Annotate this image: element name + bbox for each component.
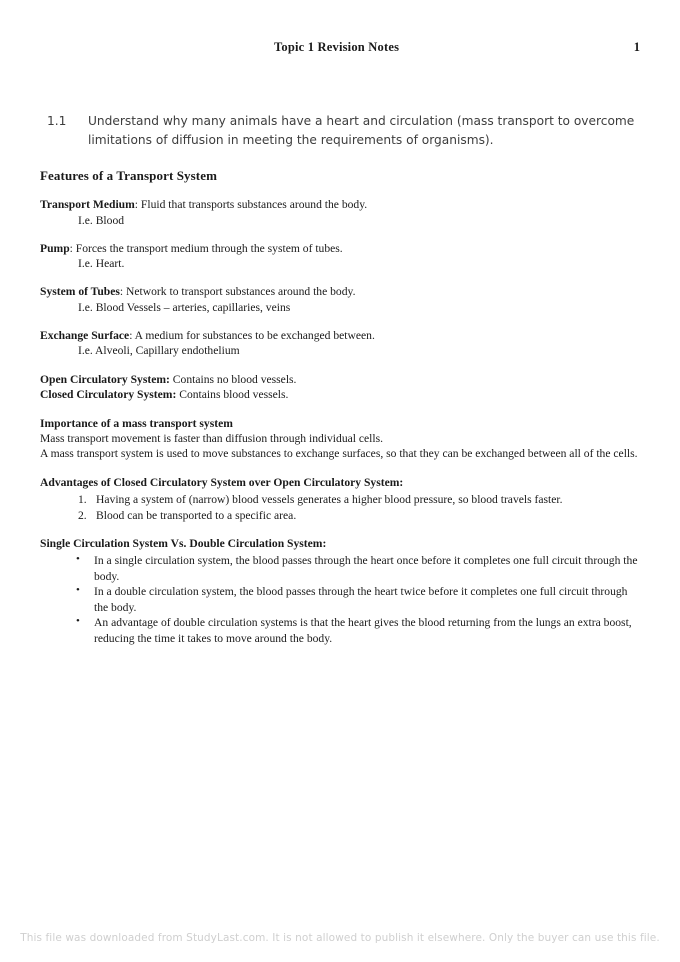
bullet-icon: • <box>76 553 80 565</box>
importance-title: Importance of a mass transport system <box>40 417 233 430</box>
term-name: System of Tubes <box>40 285 120 298</box>
term-block-system-of-tubes <box>40 285 640 315</box>
term-line <box>40 329 640 344</box>
header-page-number: 1 <box>633 40 640 54</box>
term-definition: : A medium for substances to be exchanged between. <box>129 328 375 342</box>
list-item <box>74 615 640 646</box>
importance-block <box>40 416 640 461</box>
term-example: I.e. Alveoli, Capillary endothelium <box>78 344 240 357</box>
spec-heading-number: 1.1 <box>47 114 67 128</box>
list-marker: 2. <box>78 508 87 522</box>
advantages-block <box>40 475 640 523</box>
term-block-transport-medium <box>40 198 640 228</box>
term-block-pump <box>40 242 640 272</box>
advantages-title: Advantages of Closed Circulatory System over Open Circulatory System: <box>40 476 404 489</box>
spec-heading <box>40 112 640 150</box>
comparison-list <box>40 553 640 646</box>
list-item-text: In a double circulation system, the blood passes through the heart twice before it completes one full circuit through the body. <box>94 585 628 614</box>
term-definition: Contains blood vessels. <box>176 388 289 401</box>
section-title: Features of a Transport System <box>40 168 218 183</box>
list-item <box>74 553 640 584</box>
term-example: I.e. Heart. <box>78 257 125 270</box>
term-example: I.e. Blood Vessels – arteries, capillaries, veins <box>78 300 291 314</box>
importance-paragraph: Mass transport movement is faster than diffusion through individual cells. <box>40 432 384 445</box>
list-item-text: In a single circulation system, the blood passes through the heart once before it completes one full circuit through the body. <box>94 554 638 583</box>
list-item <box>78 492 640 508</box>
importance-paragraph: A mass transport system is used to move substances to exchange surfaces, so that they can be exchanged between all of the cells. <box>40 447 638 460</box>
term-line <box>40 198 640 213</box>
list-item-text: An advantage of double circulation systems is that the heart gives the blood returning from the lungs an extra boost, reducing the time it takes to move around the body. <box>94 616 632 645</box>
term-name: Pump <box>40 241 70 255</box>
comparison-title: Single Circulation System Vs. Double Circulation System: <box>40 537 327 550</box>
term-name: Open Circulatory System: <box>40 373 170 386</box>
term-line <box>40 372 640 387</box>
advantages-list <box>40 492 640 523</box>
spec-heading-text: Understand why many animals have a heart and circulation (mass transport to overcome limitations of diffusion in meeting the requirements of organisms). <box>88 114 635 147</box>
document-running-header <box>40 40 640 58</box>
list-marker: 1. <box>78 493 87 506</box>
term-name: Exchange Surface <box>40 328 130 342</box>
term-definition: : Network to transport substances around the body. <box>119 285 356 298</box>
term-line <box>40 285 640 300</box>
term-definition: Contains no blood vessels. <box>169 373 297 386</box>
list-item-text: Blood can be transported to a specific area. <box>96 508 297 522</box>
term-definition: : Fluid that transports substances around the body. <box>134 198 368 211</box>
list-item <box>74 584 640 615</box>
term-name: Transport Medium <box>40 198 135 211</box>
term-block-exchange-surface <box>40 329 640 359</box>
term-line <box>40 387 640 402</box>
header-title: Topic 1 Revision Notes <box>274 40 400 54</box>
list-item-text: Having a system of (narrow) blood vessels generates a higher blood pressure, so blood travels faster. <box>96 493 563 506</box>
bullet-icon: • <box>76 584 80 596</box>
circulatory-system-pair <box>40 372 640 402</box>
term-definition: : Forces the transport medium through the system of tubes. <box>69 241 343 255</box>
footer-watermark: This file was downloaded from StudyLast.com. It is not allowed to publish it elsewhere. Only the buyer can use this file. <box>20 932 660 944</box>
bullet-icon: • <box>76 615 80 627</box>
list-item <box>78 508 640 524</box>
comparison-block <box>40 536 640 646</box>
term-example: I.e. Blood <box>78 213 125 227</box>
term-line <box>40 242 640 257</box>
term-name: Closed Circulatory System: <box>40 388 177 401</box>
document-body <box>40 112 640 659</box>
